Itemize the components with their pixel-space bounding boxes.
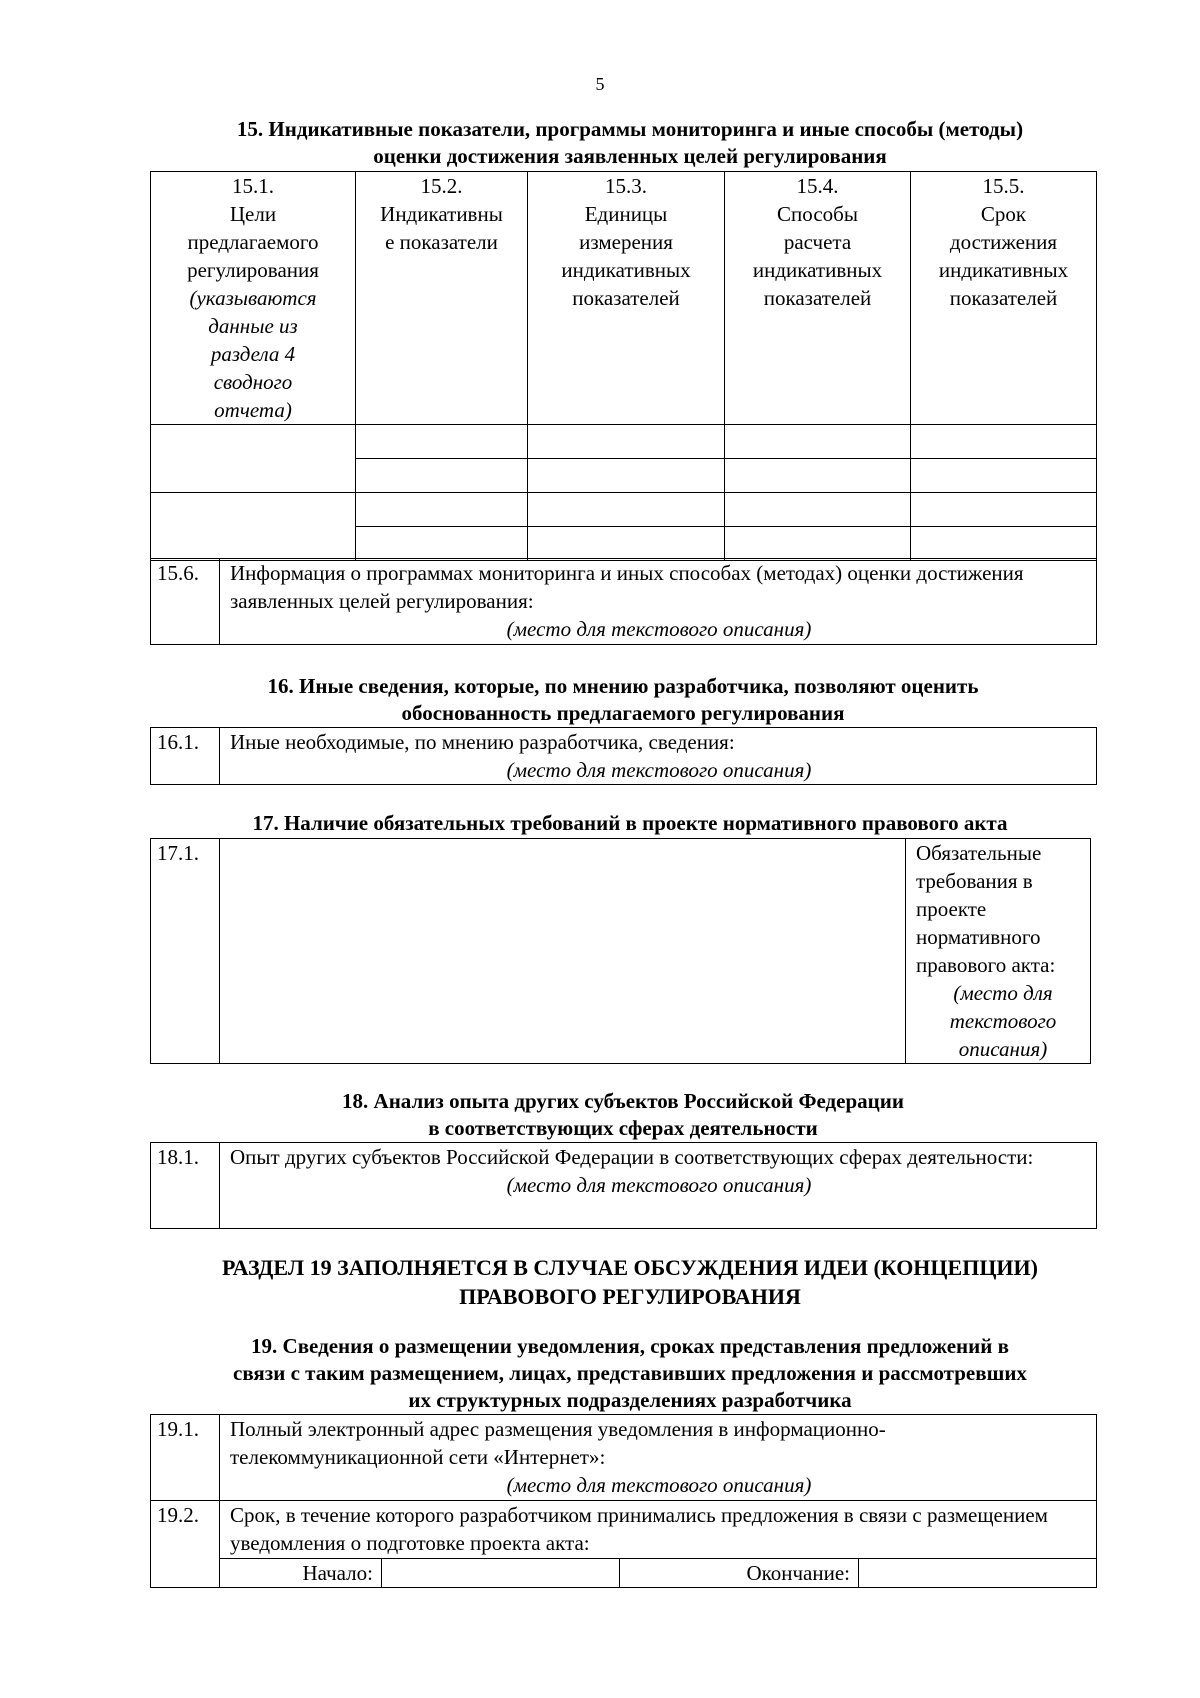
row-17-1-table (150, 838, 1091, 1064)
col-label-line: показателей (572, 286, 680, 310)
label-line: нормативного (916, 925, 1041, 949)
row-19-2 (151, 1501, 1097, 1559)
section-19-heading-line3: их структурных подразделениях разработчика (408, 1388, 852, 1412)
col-label-line: Срок (980, 202, 1027, 226)
row-19-2-dates (151, 1559, 1097, 1588)
row-19-2-text: Срок, в течение которого разработчиком принимались предложения в связи с размещением уведомления о подготовке проекта акта: (220, 1501, 1097, 1559)
label-line: Обязательные (916, 841, 1042, 865)
indicators-header-row (151, 172, 1097, 425)
row-15-6-placeholder: (место для текстового описания) (506, 617, 812, 641)
section-15-heading-line2: оценки достижения заявленных целей регулирования (373, 144, 887, 168)
row-18-1-table (150, 1142, 1097, 1229)
col-15-1-header (151, 172, 356, 425)
start-label: Начало: (220, 1559, 382, 1588)
end-date-field[interactable] (859, 1559, 1097, 1588)
col-label-line: достижения (949, 230, 1058, 254)
section-19-heading (150, 1333, 1110, 1414)
method-cell[interactable] (725, 527, 911, 561)
row-18-1-number: 18.1. (151, 1143, 220, 1229)
row-17-1-label-cell (906, 839, 1091, 1064)
method-cell[interactable] (725, 459, 911, 493)
row-16-1-cell[interactable] (220, 728, 1097, 785)
deadline-cell[interactable] (911, 459, 1097, 493)
row-18-1-text: Опыт других субъектов Российской Федерации в соответствующих сферах деятельности: (230, 1145, 1034, 1169)
method-cell[interactable] (725, 493, 911, 527)
row-15-6-table (150, 558, 1097, 645)
col-label-line: Индикативны (380, 202, 503, 226)
label-line: проекте (916, 897, 987, 921)
deadline-cell[interactable] (911, 425, 1097, 459)
method-cell[interactable] (725, 425, 911, 459)
section-19-note-line2: ПРАВОВОГО РЕГУЛИРОВАНИЯ (459, 1284, 801, 1309)
row-16-1-placeholder: (место для текстового описания) (506, 758, 812, 782)
section-17-heading-line: 17. Наличие обязательных требований в проекте нормативного правового акта (252, 811, 1008, 835)
col-number: 15.3. (605, 174, 647, 198)
section-15-heading-line1: 15. Индикативные показатели, программы мониторинга и иные способы (методы) (236, 117, 1024, 141)
col-15-5-header (911, 172, 1097, 425)
col-label-line: показателей (763, 286, 872, 310)
end-label: Окончание: (620, 1559, 859, 1588)
unit-cell[interactable] (528, 459, 725, 493)
goal-cell[interactable] (151, 425, 356, 493)
row-15-6-text: Информация о программах мониторинга и иных способах (методах) оценки достижения заявленных целей регулирования: (230, 561, 1024, 613)
col-label-line: расчета (783, 230, 852, 254)
row-18-1-cell[interactable] (220, 1143, 1097, 1229)
start-date-field[interactable] (382, 1559, 620, 1588)
col-note-line: данные из (208, 314, 298, 338)
row-15-6-cell[interactable] (220, 559, 1097, 645)
placeholder-line: описания) (958, 1037, 1048, 1061)
col-label-line: индикативных (752, 258, 883, 282)
col-number: 15.2. (420, 174, 463, 198)
col-label-line: измерения (579, 230, 673, 254)
goal-cell[interactable] (151, 493, 356, 561)
section-19-heading-line1: 19. Сведения о размещении уведомления, сроках представления предложений в (251, 1334, 1009, 1358)
section-16-heading (150, 673, 1096, 727)
deadline-cell[interactable] (911, 527, 1097, 561)
col-label-line: индикативных (938, 258, 1069, 282)
col-label-line: Единицы (584, 202, 668, 226)
col-label-line: е показатели (385, 230, 498, 254)
indicator-cell[interactable] (356, 527, 528, 561)
section-18-heading-line2: в соответствующих сферах деятельности (428, 1116, 818, 1140)
row-16-1-text: Иные необходимые, по мнению разработчика, сведения: (230, 730, 735, 754)
indicator-cell[interactable] (356, 459, 528, 493)
placeholder-line: текстового (949, 1009, 1057, 1033)
row-19-1 (151, 1415, 1097, 1501)
col-note-line: отчета) (214, 398, 292, 422)
row-19-1-text: Полный электронный адрес размещения уведомления в информационно-телекоммуникационной сети «Интернет»: (230, 1417, 886, 1469)
row-18-1-placeholder: (место для текстового описания) (506, 1173, 812, 1197)
table-row (151, 425, 1097, 459)
col-note-line: (указываются (189, 286, 317, 310)
unit-cell[interactable] (528, 527, 725, 561)
col-label-line: предлагаемого (187, 230, 319, 254)
col-number: 15.4. (796, 174, 839, 198)
row-19-1-cell[interactable] (220, 1415, 1097, 1501)
section-17-heading (150, 810, 1110, 837)
row-19-1-placeholder: (место для текстового описания) (506, 1473, 812, 1497)
col-15-2-header (356, 172, 528, 425)
section-15-heading (150, 116, 1110, 170)
placeholder-line: (место для (953, 981, 1053, 1005)
row-16-1-number: 16.1. (151, 728, 220, 785)
unit-cell[interactable] (528, 493, 725, 527)
col-15-3-header (528, 172, 725, 425)
label-line: правового акта: (916, 953, 1056, 977)
col-note-line: раздела 4 (210, 342, 296, 366)
section-16-heading-line2: обоснованность предлагаемого регулирования (401, 701, 845, 725)
col-label-line: регулирования (187, 258, 319, 282)
section-19-table (150, 1414, 1097, 1588)
indicator-cell[interactable] (356, 425, 528, 459)
col-label-line: Цели (229, 202, 277, 226)
unit-cell[interactable] (528, 425, 725, 459)
section-18-heading-line1: 18. Анализ опыта других субъектов Российской Федерации (342, 1089, 904, 1113)
col-label-line: показателей (949, 286, 1058, 310)
section-19-note (150, 1253, 1110, 1311)
label-line: требования в (916, 869, 1033, 893)
row-19-1-number: 19.1. (151, 1415, 220, 1501)
indicator-cell[interactable] (356, 493, 528, 527)
col-note-line: сводного (213, 370, 293, 394)
section-18-heading (150, 1088, 1096, 1142)
section-19-note-line1: РАЗДЕЛ 19 ЗАПОЛНЯЕТСЯ В СЛУЧАЕ ОБСУЖДЕНИЯ ИДЕИ (КОНЦЕПЦИИ) (222, 1255, 1038, 1280)
col-label-line: индикативных (561, 258, 691, 282)
row-17-1-number: 17.1. (151, 839, 220, 1064)
col-15-4-header (725, 172, 911, 425)
row-17-1-input-area[interactable] (220, 839, 906, 1064)
deadline-cell[interactable] (911, 493, 1097, 527)
col-number: 15.1. (232, 174, 274, 198)
col-number: 15.5. (982, 174, 1025, 198)
section-19-heading-line2: связи с таким размещением, лицах, представивших предложения и рассмотревших (233, 1361, 1027, 1385)
section-16-heading-line1: 16. Иные сведения, которые, по мнению разработчика, позволяют оценить (267, 674, 979, 698)
indicators-table (150, 171, 1097, 561)
row-19-2-number: 19.2. (151, 1501, 220, 1588)
page-number: 5 (595, 74, 605, 94)
col-label-line: Способы (777, 202, 858, 226)
table-row (151, 493, 1097, 527)
row-15-6-number: 15.6. (151, 559, 220, 645)
row-16-1-table (150, 727, 1097, 785)
